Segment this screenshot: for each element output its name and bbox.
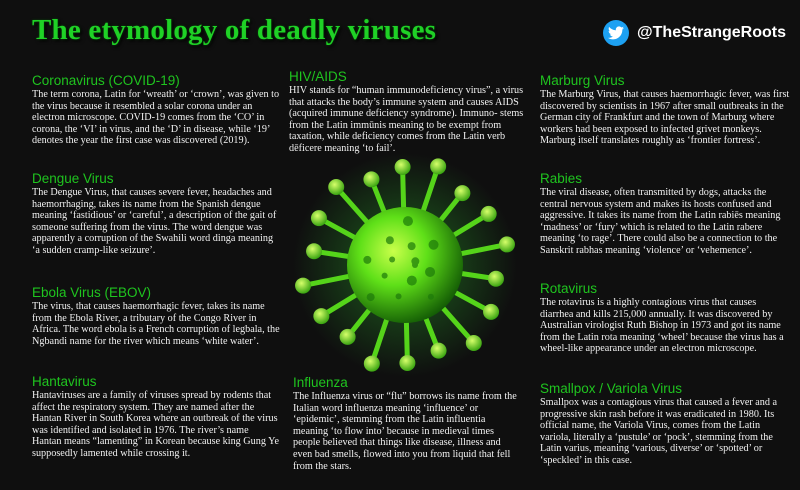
section-dengue [32, 171, 280, 257]
virus-spike-head [488, 271, 504, 287]
section-heading: Rotavirus [540, 281, 598, 296]
section-body: The term corona, Latin for ‘wreath’ or ‘crown’, was given to the virus because it resembled a solar corona under an electron microscope. COVID-19 comes from the ‘CO’ in corona, the ‘VI’ in virus, and the ‘D’ in disease, while ‘19’ denotes the year the first case was discovered (2019). [32, 89, 280, 147]
section-smallpox [540, 381, 790, 467]
section-heading: Dengue Virus [32, 171, 114, 186]
virus-spike-head [311, 210, 327, 226]
section-heading: Coronavirus (COVID-19) [32, 73, 180, 88]
virus-spike-head [466, 335, 482, 351]
twitter-bird-icon [603, 20, 629, 46]
virus-surface-dot [411, 257, 419, 265]
virus-spike-head [481, 206, 497, 222]
section-body: HIV stands for “human immunodeficiency virus”, a virus that attacks the body’s immune system and causes AIDS (acquired immune deficiency syndrome). Immuno- stems from the Latin immūnis meaning to be exempt from taxation, while deficiency comes from the Latin verb dēficere meaning ‘to fail’. [289, 85, 524, 154]
section-heading: Smallpox / Variola Virus [540, 381, 683, 396]
virus-surface-dot [363, 256, 371, 264]
section-marburg [540, 73, 790, 147]
section-heading: Hantavirus [32, 374, 97, 389]
virus-spike-head [306, 243, 322, 259]
virus-spike-head [313, 308, 329, 324]
virus-surface-dot [408, 242, 416, 250]
virus-surface-dot [428, 294, 434, 300]
twitter-handle[interactable] [603, 20, 786, 46]
virus-spike-head [454, 185, 470, 201]
section-heading: HIV/AIDS [289, 69, 347, 84]
virus-surface-dot [382, 273, 388, 279]
section-body: The viral disease, often transmitted by dogs, attacks the central nervous system and makes its hosts confused and aggressive. It takes its name from the Latin rabiēs meaning ‘madness’ or ‘fury’ which is related to the Latin rabere meaning ‘to rage’. There could also be a connection to the Sanskrit rabhas meaning ‘violence’ or ‘vehemence’. [540, 187, 781, 256]
section-rotavirus [540, 281, 790, 355]
virus-spike-head [340, 329, 356, 345]
section-hantavirus [32, 374, 280, 460]
page-title: The etymology of deadly viruses [32, 14, 437, 46]
section-coronavirus [32, 73, 280, 147]
section-influenza [293, 375, 521, 472]
section-body: The rotavirus is a highly contagious virus that causes diarrhea and kills 215,000 annually. It was discovered by Australian virologist Ruth Bishop in 1973 and got its name from the Latin rota meaning ‘wheel’ because the virus has a wheel-like appearance under an electron microscope. [540, 297, 784, 355]
section-heading: Ebola Virus (EBOV) [32, 285, 152, 300]
virus-surface-dot [367, 293, 375, 301]
green-virus-icon [290, 150, 520, 380]
virus-surface-dot [396, 293, 402, 299]
virus-surface-dot [403, 216, 413, 226]
virus-spike-head [295, 278, 311, 294]
section-body: The Marburg Virus, that causes haemorrhagic fever, was first discovered by scientists in 1967 after small outbreaks in the German city of Frankfurt and the town of Marburg where workers had been exposed to infected grivet monkeys. Marburg itself translates roughly as ‘frontier fortress’. [540, 89, 790, 147]
virus-surface-dot [389, 256, 395, 262]
virus-spike-head [483, 304, 499, 320]
section-rabies [540, 171, 790, 257]
virus-surface-dot [425, 267, 435, 277]
section-hiv [289, 69, 525, 155]
virus-surface-dot [429, 240, 439, 250]
virus-spike-head [431, 343, 447, 359]
virus-spike-head [499, 236, 515, 252]
virus-spike-head [395, 159, 411, 175]
section-body: Smallpox was a contagious virus that caused a fever and a progressive skin rash before it was eradicated in 1980. Its official name, the Variola Virus, comes from the Latin variola, literally a ‘pustule’ or ‘pock’, stemming from the Latin varius, meaning ‘various, diverse’ or ‘spotted’ or ‘speckled’ in this case. [540, 397, 778, 466]
virus-spike-head [399, 355, 415, 371]
section-body: Hantaviruses are a family of viruses spread by rodents that affect the respiratory system. They are named after the Hantan River in South Korea where an outbreak of the virus was identified and isolated in 1976. The river’s name Hantan means “lamenting” in Korean because king Gung Ye supposedly lamented while crossing it. [32, 390, 279, 459]
section-heading: Influenza [293, 375, 348, 390]
section-heading: Marburg Virus [540, 73, 625, 88]
virus-spike-head [430, 158, 446, 174]
virus-spike-head [364, 356, 380, 372]
section-body: The virus, that causes haemorrhagic fever, takes its name from the Ebola River, a tributary of the Congo River in Africa. The word ebola is a French corruption of legbala, the Ngbandi name for the river which means ‘white water’. [32, 301, 280, 347]
section-ebola [32, 285, 280, 347]
virus-surface-dot [386, 236, 394, 244]
virus-spike-head [363, 171, 379, 187]
virus-spike-head [328, 179, 344, 195]
section-body: The Influenza virus or “flu” borrows its name from the Italian word influenza meaning ‘influence’ or ‘epidemic’, stemming from the Latin influentia meaning ‘to flow into’ because in medieval times people believed that things like disease, illness and even bad smells, flowed into you from liquid that fell from the stars. [293, 391, 517, 472]
virus-surface-dot [407, 276, 417, 286]
handle-text: @TheStrangeRoots [637, 24, 786, 41]
section-body: The Dengue Virus, that causes severe fever, headaches and haemorrhaging, takes its name from the Spanish dengue meaning ‘fastidious’ or ‘careful’, a description of the gait of someone suffering from the virus. The word dengue was apparently a corruption of the Swahili word dinga meaning ‘a sudden cramp-like seizure’. [32, 187, 277, 256]
section-heading: Rabies [540, 171, 583, 186]
